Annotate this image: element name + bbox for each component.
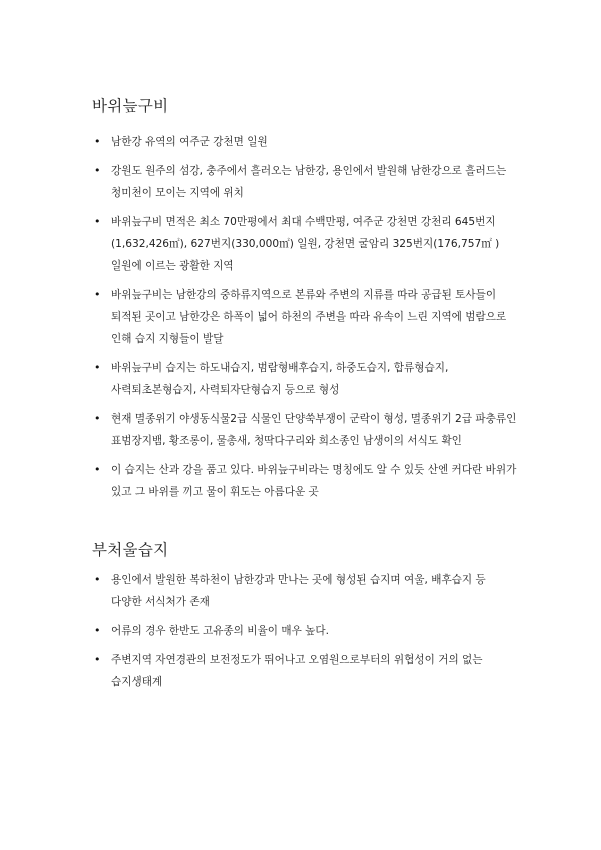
list-item	[92, 649, 517, 693]
bullet-icon: •	[94, 164, 101, 177]
list-item	[92, 408, 517, 452]
bullet-list-bawineulgubi	[92, 131, 517, 510]
list-item-text: 바위늪구비 면적은 최소 70만평에서 최대 수백만평, 여주군 강천면 강천리 645번지(1,632,426㎡), 627번지(330,000㎡) 일원, 강천면 굴암리 325번지(176,757㎡ )일원에 이르는 광활한 지역	[111, 216, 500, 272]
list-item-text: 바위늪구비는 남한강의 중하류지역으로 본류와 주변의 지류를 따라 공급된 토사들이 퇴적된 곳이고 남한강은 하폭이 넓어 하천의 주변을 따라 유속이 느린 지역에 범람으로 인해 습지 지형들이 발달	[111, 289, 507, 345]
list-item-text: 남한강 유역의 여주군 강천면 일원	[111, 136, 268, 148]
list-item	[92, 569, 517, 613]
bullet-icon: •	[94, 288, 101, 301]
list-item-text: 강원도 원주의 섬강, 충주에서 흘러오는 남한강, 용인에서 발원해 남한강으로 흘러드는 청미천이 모이는 지역에 위치	[111, 165, 507, 199]
list-item-text: 이 습지는 산과 강을 품고 있다. 바위늪구비라는 명칭에도 알 수 있듯 산엔 커다란 바위가 있고 그 바위를 끼고 물이 휘도는 아름다운 곳	[111, 464, 517, 498]
list-item-text: 바위늪구비 습지는 하도내습지, 범람형배후습지, 하중도습지, 합류형습지, 사력퇴초본형습지, 사력퇴자단형습지 등으로 형성	[111, 362, 449, 396]
bullet-icon: •	[94, 624, 101, 637]
bullet-icon: •	[94, 412, 101, 425]
bullet-icon: •	[94, 215, 101, 228]
list-item-text: 어류의 경우 한반도 고유종의 비율이 매우 높다.	[111, 625, 330, 637]
list-item	[92, 357, 517, 401]
bullet-icon: •	[94, 573, 101, 586]
list-item-text: 용인에서 발원한 복하천이 남한강과 만나는 곳에 형성된 습지며 여울, 배후습지 등 다양한 서식처가 존재	[111, 574, 486, 608]
list-item-text: 주변지역 자연경관의 보전정도가 뛰어나고 오염원으로부터의 위협성이 거의 없는 습지생태계	[111, 654, 483, 688]
list-item	[92, 284, 517, 350]
list-item	[92, 620, 517, 642]
bullet-icon: •	[94, 653, 101, 666]
list-item	[92, 459, 517, 503]
bullet-icon: •	[94, 135, 101, 148]
list-item	[92, 211, 517, 277]
section-title-bucheoul-wetland: 부처울습지	[92, 541, 169, 559]
list-item	[92, 160, 517, 204]
bullet-list-bucheoul-wetland	[92, 569, 517, 700]
bullet-icon: •	[94, 463, 101, 476]
list-item-text: 현재 멸종위기 야생동식물2급 식물인 단양쑥부쟁이 군락이 형성, 멸종위기 2급 파충류인 표범장지뱀, 황조롱이, 물총새, 청딱다구리와 희소종인 남생이의 서식도 확인	[111, 413, 517, 447]
section-title-bawineulgubi: 바위늪구비	[92, 97, 169, 115]
list-item	[92, 131, 517, 153]
bullet-icon: •	[94, 361, 101, 374]
